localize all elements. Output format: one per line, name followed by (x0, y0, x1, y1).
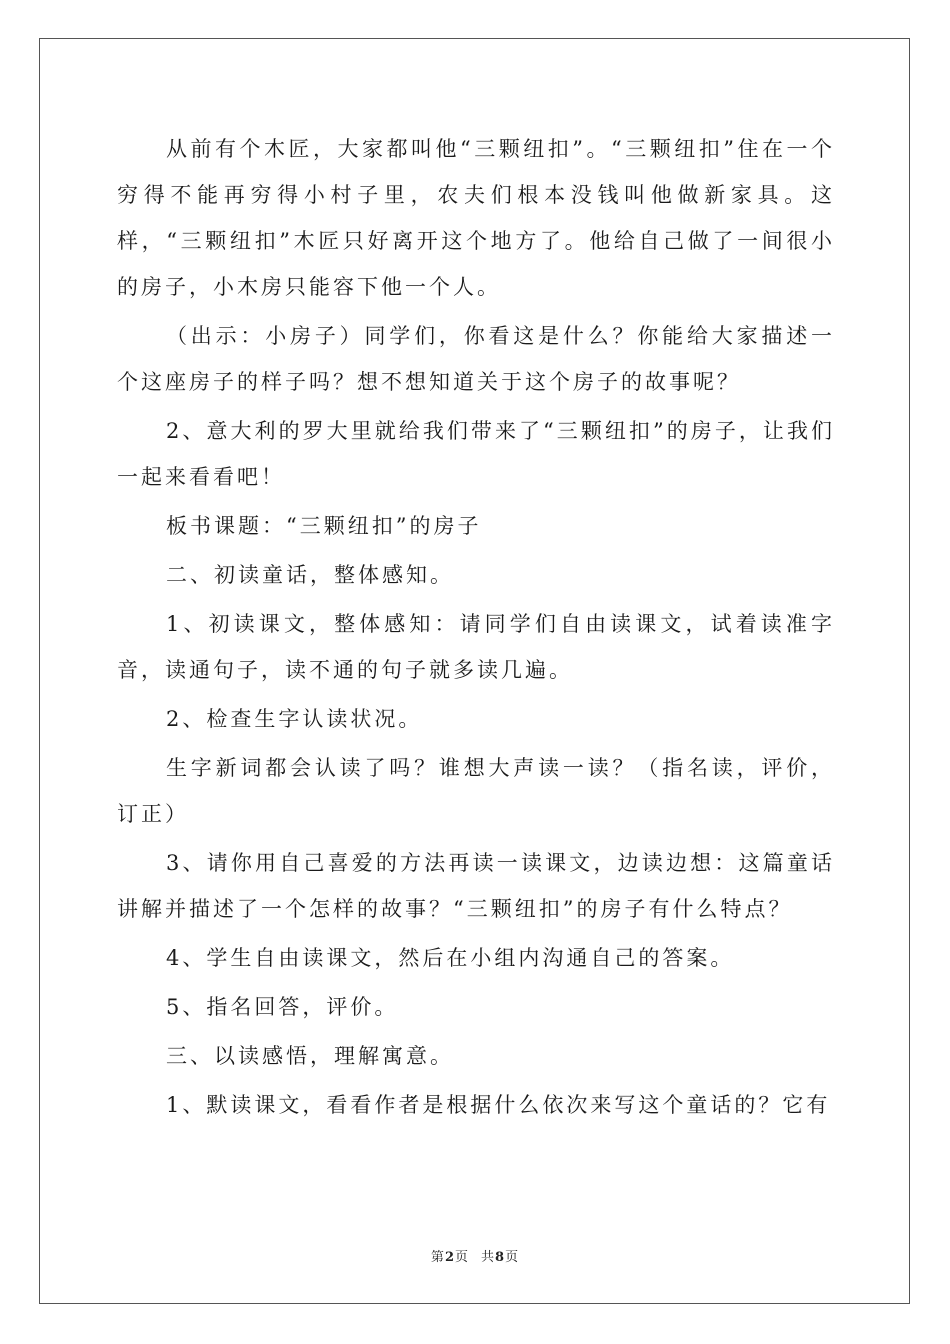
paragraph-5: 二、初读童话，整体感知。 (166, 563, 454, 587)
page-suffix: 页 (454, 1250, 469, 1265)
paragraph-9: 3、请你用自己喜爱的方法再读一读课文，边读边想：这篇童话讲解并描述了一个怎样的故事？“三颗纽扣”的房子有什么特点？ (117, 851, 835, 921)
paragraph-4: 板书课题：“三颗纽扣”的房子 (166, 514, 482, 538)
paragraph-3: 2、意大利的罗大里就给我们带来了“三颗纽扣”的房子，让我们一起来看看吧！ (117, 419, 835, 489)
page-prefix: 第 (430, 1250, 445, 1265)
paragraph-1: 从前有个木匠，大家都叫他“三颗纽扣”。“三颗纽扣”住在一个穷得不能再穷得小村子里，农夫们根本没钱叫他做新家具。这样，“三颗纽扣”木匠只好离开这个地方了。他给自己做了一间很小的房子，小木房只能容下他一个人。 (117, 137, 835, 299)
document-body (117, 126, 835, 1128)
paragraph-2: （出示：小房子）同学们，你看这是什么？你能给大家描述一个这座房子的样子吗？想不想知道关于这个房子的故事呢？ (117, 324, 835, 394)
paragraph-13: 1、默读课文，看看作者是根据什么依次来写这个童话的？它有 (166, 1093, 831, 1117)
paragraph-8: 生字新词都会认读了吗？谁想大声读一读？（指名读，评价，订正） (117, 756, 835, 826)
total-pages: 8 (495, 1250, 506, 1265)
page-footer (0, 1246, 950, 1265)
total-suffix: 页 (505, 1250, 520, 1265)
page-number: 2 (444, 1250, 455, 1265)
paragraph-10: 4、学生自由读课文，然后在小组内沟通自己的答案。 (166, 946, 735, 970)
paragraph-7: 2、检查生字认读状况。 (166, 707, 423, 731)
total-prefix: 共 (481, 1250, 496, 1265)
paragraph-12: 三、以读感悟，理解寓意。 (166, 1044, 454, 1068)
paragraph-6: 1、初读课文，整体感知：请同学们自由读课文，试着读准字音，读通句子，读不通的句子就多读几遍。 (117, 612, 835, 682)
paragraph-11: 5、指名回答，评价。 (166, 995, 399, 1019)
